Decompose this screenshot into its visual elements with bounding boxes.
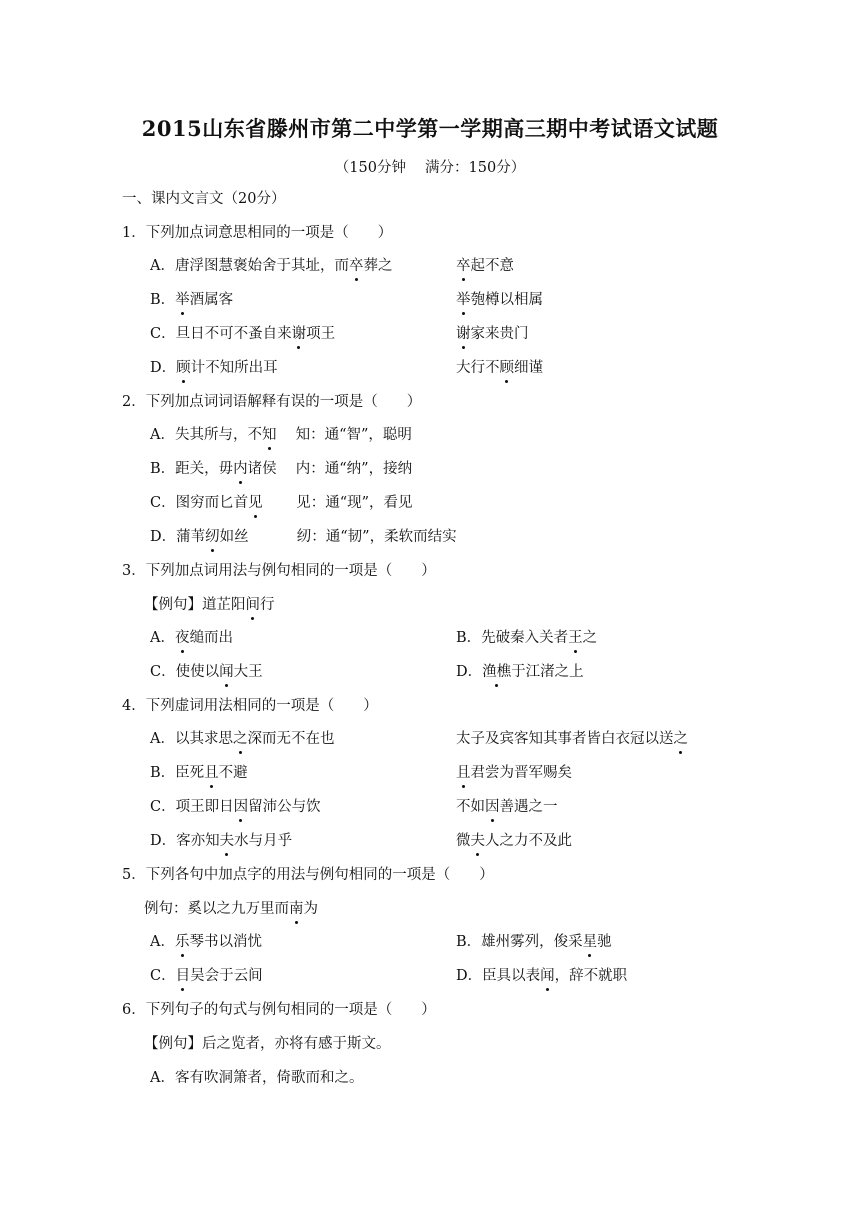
text-segment: A．: [150, 934, 175, 950]
emphasized-word: 见: [248, 495, 263, 511]
text-segment: D．: [150, 360, 177, 376]
option-right: [456, 763, 572, 783]
option-left: [150, 797, 321, 817]
question-stem: 2．下列加点词词语解释有误的一项是（ ）: [122, 394, 422, 410]
text-segment: 留沛公与饮: [248, 799, 321, 815]
text-segment: B．臣死: [150, 765, 205, 781]
text-segment: C．项王即日: [150, 799, 234, 815]
text-segment: 见：通“现”，看见: [262, 495, 413, 511]
text-segment: 善遇之一: [499, 799, 558, 815]
emphasized-word: 且: [456, 765, 471, 781]
text-segment: 匏樽以相属: [470, 292, 543, 308]
emphasized-word: 卒: [456, 258, 471, 274]
text-segment: B．: [150, 292, 176, 308]
option-left: [150, 459, 412, 479]
text-segment: 家来贵门: [470, 326, 529, 342]
section-heading: 一、课内文言文（20分）: [122, 191, 286, 207]
example-sentence: [144, 1034, 391, 1054]
text-segment: 不如: [456, 799, 485, 815]
option-left: [150, 527, 457, 547]
text-segment: A．客有吹洞箫者，倚歌而和之。: [150, 1070, 364, 1086]
emphasized-word: 夜: [174, 630, 190, 646]
question-stem: 6．下列句子的句式与例句相同的一项是（ ）: [122, 1002, 436, 1018]
question-stem: 1．下列加点词意思相同的一项是（ ）: [122, 225, 393, 241]
text-segment: 缒而出: [189, 630, 233, 646]
text-segment: 细谨: [514, 360, 543, 376]
text-segment: B．先破秦入关者: [456, 630, 569, 646]
text-segment: 【例句】后之览者，亦将有感于斯文。: [144, 1036, 391, 1052]
example-sentence: [144, 595, 275, 615]
option-left: [150, 290, 233, 310]
text-segment: 人之力不及此: [485, 833, 572, 849]
option-right: [456, 966, 627, 986]
text-segment: C．: [150, 968, 176, 984]
text-segment: B．距关，毋: [150, 461, 234, 477]
text-segment: 大王: [233, 664, 263, 680]
text-segment: 为: [303, 901, 318, 917]
option-right: [456, 729, 688, 749]
text-segment: C．旦日不可不蚤自来: [150, 326, 292, 342]
text-segment: 知：通“智”，聪明: [276, 427, 412, 443]
emphasized-word: 王: [568, 630, 583, 646]
option-right: [456, 662, 584, 682]
option-right: [456, 358, 543, 378]
text-segment: A．: [150, 630, 175, 646]
option-left: [150, 729, 334, 749]
text-segment: 起不意: [470, 258, 514, 274]
text-segment: 驰: [597, 934, 612, 950]
text-segment: 琴书以消忧: [189, 934, 262, 950]
emphasized-word: 目: [175, 968, 191, 984]
emphasized-word: 顾: [176, 360, 191, 376]
option-left: [150, 256, 392, 276]
emphasized-word: 谢: [456, 326, 471, 342]
text-segment: C．使使以: [150, 664, 220, 680]
text-segment: A．以其求思: [150, 731, 233, 747]
question-stem: 4．下列虚词用法相同的一项是（ ）: [122, 698, 378, 714]
emphasized-word: 星: [582, 934, 598, 950]
option-left: [150, 662, 263, 682]
option-left: [150, 831, 292, 851]
text-segment: 之: [582, 630, 598, 646]
text-segment: B．雄州雾列，俊采: [456, 934, 583, 950]
text-segment: C．图穷而匕首: [150, 495, 249, 511]
text-segment: ，辞不就职: [554, 968, 628, 984]
page-title: 2015山东省滕州市第二中学第一学期高三期中考试语文试题: [141, 116, 719, 141]
text-segment: 大行不: [456, 360, 500, 376]
text-segment: 行: [260, 597, 275, 613]
emphasized-word: 内: [233, 461, 248, 477]
emphasized-word: 且: [204, 765, 219, 781]
text-segment: 酒属客: [189, 292, 234, 308]
emphasized-word: 举: [456, 292, 471, 308]
text-segment: 如丝 纫：通“韧”，柔软而结实: [219, 529, 457, 545]
emphasized-word: 之: [673, 731, 688, 747]
emphasized-word: 之: [232, 731, 248, 747]
emphasized-word: 卒: [348, 258, 364, 274]
emphasized-word: 乐: [174, 934, 190, 950]
option-left: [150, 628, 233, 648]
emphasized-word: 闻: [540, 968, 555, 984]
text-segment: 诸侯 内：通“纳”，接纳: [247, 461, 413, 477]
option-left: [150, 763, 248, 783]
option-right: [456, 797, 558, 817]
text-segment: 深而无不在也: [247, 731, 335, 747]
text-segment: 葬之: [363, 258, 393, 274]
emphasized-word: 夫: [470, 833, 485, 849]
text-segment: A．失其所与，不: [150, 427, 262, 443]
text-segment: 项王: [306, 326, 336, 342]
emphasized-word: 闻: [219, 664, 234, 680]
emphasized-word: 渔樵: [482, 664, 512, 680]
option-left: [150, 425, 412, 445]
text-segment: 于江渚之上: [511, 664, 584, 680]
emphasized-word: 因: [485, 799, 500, 815]
emphasized-word: 顾: [499, 360, 514, 376]
option-left: [150, 324, 335, 344]
option-right: [456, 324, 529, 344]
option-right: [456, 932, 612, 952]
text-segment: 君尝为晋军赐矣: [470, 765, 572, 781]
text-segment: D．: [456, 664, 483, 680]
emphasized-word: 举: [175, 292, 190, 308]
emphasized-word: 间: [245, 597, 260, 613]
option-right: [456, 628, 597, 648]
option-right: [456, 290, 543, 310]
text-segment: 计不知所出耳: [190, 360, 278, 376]
text-segment: A．唐浮图慧褒始舍于其址，而: [150, 258, 349, 274]
option-left: [150, 932, 262, 952]
emphasized-word: 夫: [219, 833, 235, 849]
question-stem: 5．下列各句中加点字的用法与例句相同的一项是（ ）: [122, 867, 494, 883]
text-segment: 不避: [218, 765, 248, 781]
text-segment: 水与月乎: [234, 833, 293, 849]
option-left: [150, 1068, 363, 1088]
option-left: [150, 358, 278, 378]
text-segment: D．蒲苇: [150, 529, 206, 545]
emphasized-word: 知: [261, 427, 277, 443]
option-left: [150, 493, 413, 513]
emphasized-word: 谢: [291, 326, 307, 342]
text-segment: D．客亦知: [150, 833, 220, 849]
exam-duration-and-score: （150分钟 满分：150分）: [334, 160, 526, 176]
text-segment: 例句：奚以之九万里而: [144, 901, 289, 917]
text-segment: 吴会于云间: [190, 968, 263, 984]
option-left: [150, 966, 263, 986]
text-segment: 太子及宾客知其事者皆白衣冠以送: [456, 731, 674, 747]
option-right: [456, 831, 572, 851]
emphasized-word: 南: [289, 901, 304, 917]
emphasized-word: 纫: [205, 529, 220, 545]
text-segment: D．臣具以表: [456, 968, 541, 984]
example-sentence: [144, 899, 318, 919]
emphasized-word: 因: [233, 799, 249, 815]
question-stem: 3．下列加点词用法与例句相同的一项是（ ）: [122, 563, 436, 579]
option-right: [456, 256, 514, 276]
text-segment: 微: [456, 833, 471, 849]
text-segment: 【例句】道芷阳: [144, 597, 246, 613]
